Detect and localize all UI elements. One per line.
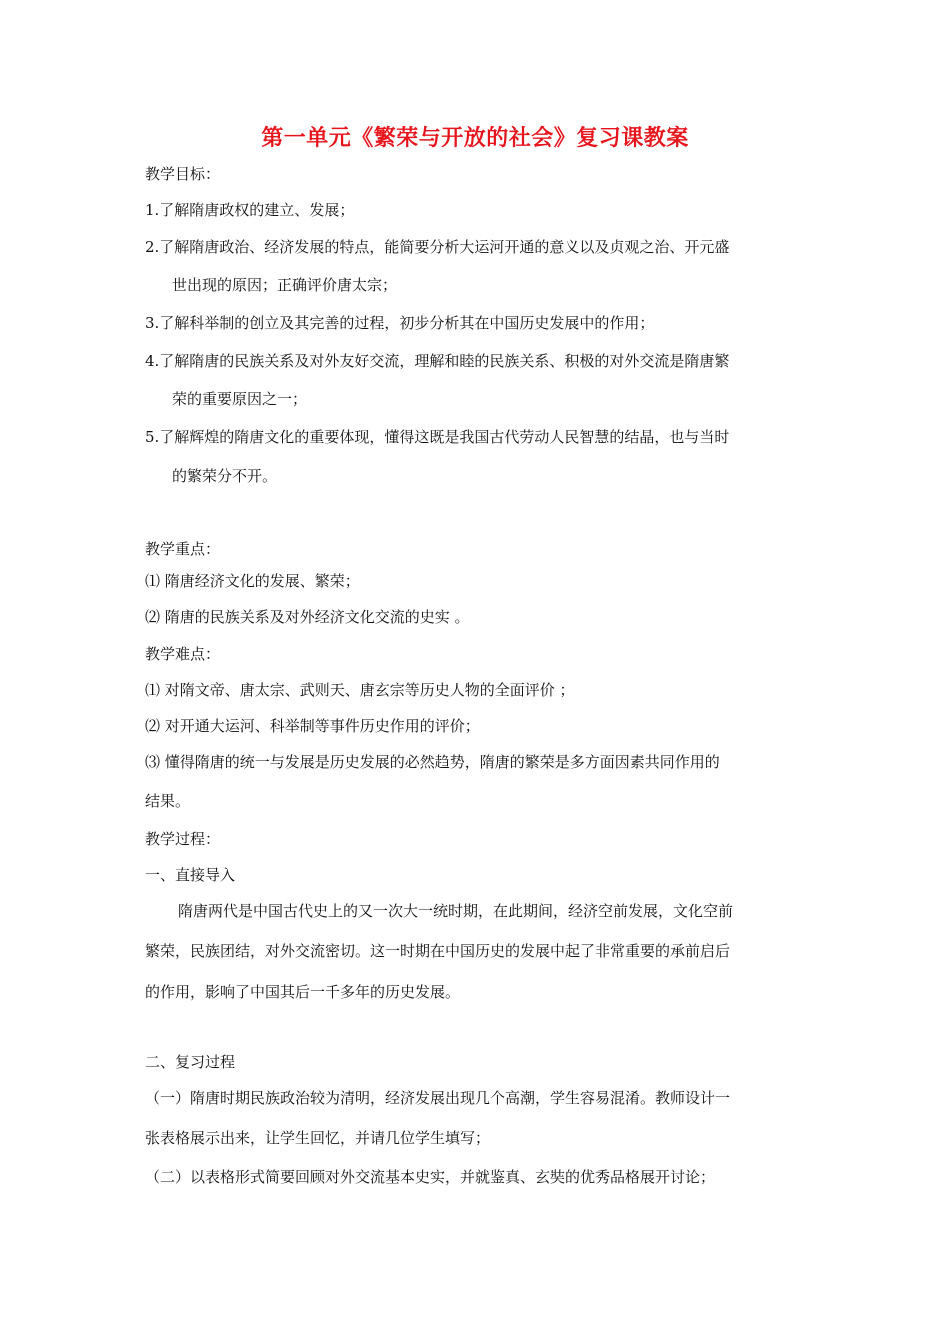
difficulty-item: ⑴ 对隋文帝、唐太宗、武则天、唐玄宗等历史人物的全面评价 ； [145,681,575,699]
key-point-item: ⑵ 隋唐的民族关系及对外经济文化交流的史实 。 [145,608,470,626]
difficulty-item: ⑵ 对开通大运河、科举制等事件历史作用的评价； [145,717,480,735]
section1-paragraph-line: 隋唐两代是中国古代史上的又一次大一统时期，在此期间，经济空前发展，文化空前 [178,902,734,920]
key-point-item: ⑴ 隋唐经济文化的发展、繁荣； [145,572,360,590]
goal-item: 3.了解科举制的创立及其完善的过程，初步分析其在中国历史发展中的作用； [145,314,655,332]
document-title: 第一单元《繁荣与开放的社会》复习课教案 [261,126,689,151]
key-points-heading: 教学重点： [145,540,221,558]
section2-item: （一）隋唐时期民族政治较为清明，经济发展出现几个高潮，学生容易混淆。教师设计一 [145,1089,731,1107]
goal-item-continued: 世出现的原因；正确评价唐太宗； [172,276,398,294]
goal-item-continued: 的繁荣分不开。 [172,467,278,485]
goal-item: 5.了解辉煌的隋唐文化的重要体现，懂得这既是我国古代劳动人民智慧的结晶，也与当时 [145,428,730,446]
section2-item-continued: 张表格展示出来，让学生回忆，并请几位学生填写； [145,1129,491,1147]
goal-item: 1.了解隋唐政权的建立、发展； [145,201,355,219]
section2-item: （二）以表格形式简要回顾对外交流基本史实，并就鉴真、玄奘的优秀品格展开讨论； [145,1168,716,1186]
difficulties-heading: 教学难点： [145,645,221,663]
section1-paragraph-line: 繁荣，民族团结，对外交流密切。这一时期在中国历史的发展中起了非常重要的承前启后 [145,942,731,960]
goal-item: 4.了解隋唐的民族关系及对外友好交流，理解和睦的民族关系、积极的对外交流是隋唐繁 [145,352,730,370]
goals-heading: 教学目标： [145,165,221,183]
process-heading: 教学过程： [145,830,221,848]
difficulty-item-continued: 结果。 [145,792,191,810]
section1-paragraph-line: 的作用，影响了中国其后一千多年的历史发展。 [145,983,461,1001]
goal-item: 2.了解隋唐政治、经济发展的特点，能简要分析大运河开通的意义以及贞观之治、开元盛 [145,238,730,256]
goal-item-continued: 荣的重要原因之一； [172,390,308,408]
section2-heading: 二、复习过程 [145,1053,236,1071]
difficulty-item: ⑶ 懂得隋唐的统一与发展是历史发展的必然趋势，隋唐的繁荣是多方面因素共同作用的 [145,753,720,771]
section1-heading: 一、直接导入 [145,866,236,884]
